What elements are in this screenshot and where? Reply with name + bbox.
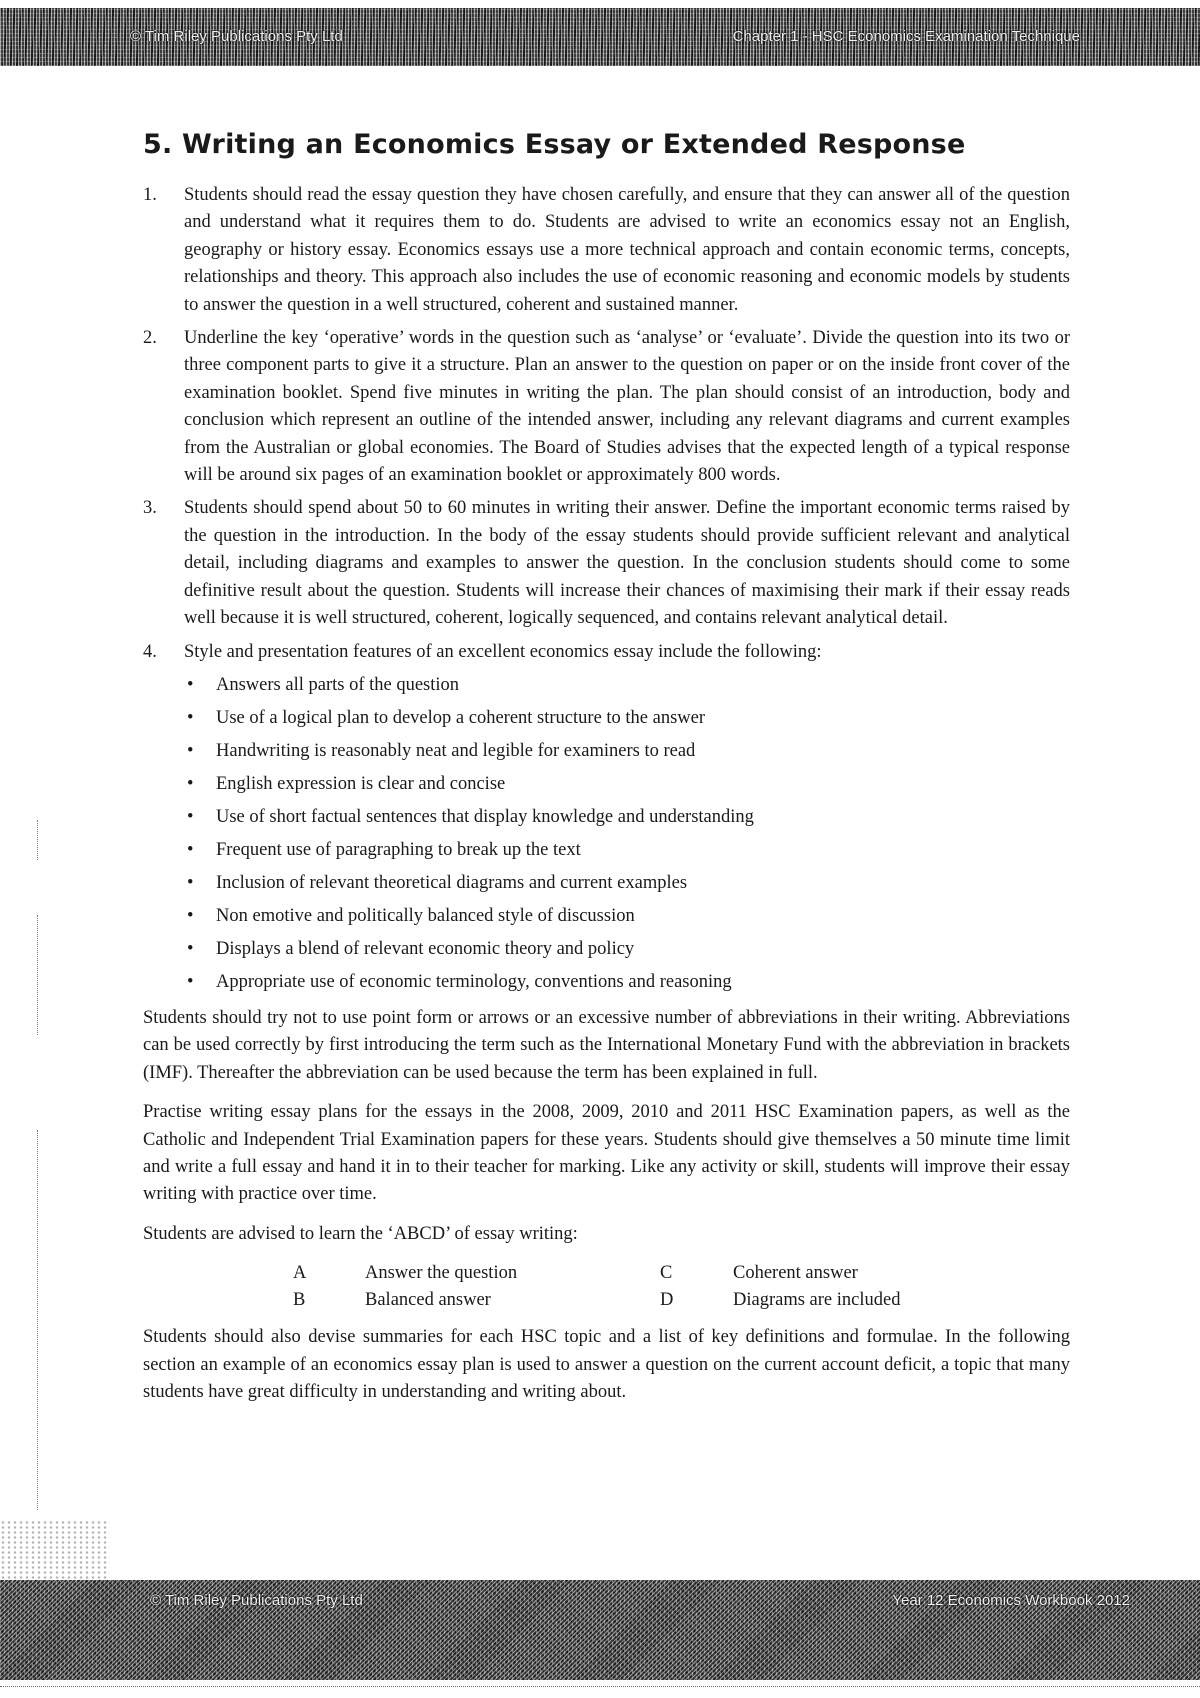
section-title: 5. Writing an Economics Essay or Extended Response: [143, 129, 966, 160]
bullet-item: [184, 801, 1070, 834]
footer-book-title: Year 12 Economics Workbook 2012: [892, 1592, 1130, 1609]
bullet-text: English expression is clear and concise: [216, 773, 506, 794]
footer-band: [0, 1580, 1200, 1680]
bullet-item: [184, 702, 1070, 735]
item-text: Students should spend about 50 to 60 minutes in writing their answer. Define the important economic terms raised by the question in the introduction. In the body of the essay students should provide sufficient relevant and analytical detail, including diagrams and examples to answer the question. In the conclusion students should come to some definitive result about the question. Students will increase their chances of maximising their mark if their essay reads well because it is well structured, coherent, logically sequenced, and contains relevant analytical detail.: [184, 498, 1070, 629]
bullet-item: [184, 669, 1070, 702]
abcd-letter: B: [293, 1290, 306, 1311]
paragraph-practise: Practise writing essay plans for the essays in the 2008, 2009, 2010 and 2011 HSC Examination papers, as well as the Catholic and Independent Trial Examination papers for these years. Students should give themselves a 50 minute time limit and write a full essay and hand it in to their teacher for marking. Like any activity or skill, students will improve their essay writing with practice over time.: [143, 1102, 1070, 1205]
bullet-text: Use of short factual sentences that display knowledge and understanding: [216, 806, 754, 827]
item-number: 4.: [143, 641, 157, 662]
item-text: Style and presentation features of an excellent economics essay include the following:: [184, 641, 822, 662]
bullet-icon: •: [187, 872, 194, 893]
bullet-text: Appropriate use of economic terminology, conventions and reasoning: [216, 971, 732, 992]
bullet-text: Handwriting is reasonably neat and legible for examiners to read: [216, 740, 696, 761]
bullet-item: [184, 933, 1070, 966]
header-chapter-title: Chapter 1 - HSC Economics Examination Technique: [732, 28, 1080, 45]
footer-copyright: © Tim Riley Publications Pty Ltd: [150, 1592, 363, 1609]
bullet-icon: •: [187, 707, 194, 728]
scan-artifact: [37, 1130, 40, 1510]
list-item: [143, 182, 1070, 319]
bullet-text: Displays a blend of relevant economic theory and policy: [216, 938, 635, 959]
list-item: [143, 325, 1070, 489]
list-item: [143, 639, 1070, 999]
bullet-icon: •: [187, 674, 194, 695]
list-item: [143, 495, 1070, 632]
bullet-icon: •: [187, 905, 194, 926]
abcd-row: [143, 1260, 1070, 1287]
abcd-row: [143, 1287, 1070, 1314]
paragraph-abbreviations: Students should try not to use point form or arrows or an excessive number of abbreviations in their writing. Abbreviations can be used correctly by first introducing the term such as the International Monetary Fund with the abbreviation in brackets (IMF). Thereafter the abbreviation can be used because the term has been explained in full.: [143, 1007, 1070, 1083]
bullet-item: [184, 867, 1070, 900]
paragraph-abcd-intro: Students are advised to learn the ‘ABCD’ of essay writing:: [143, 1223, 578, 1244]
bullet-icon: •: [187, 839, 194, 860]
scan-artifact: [37, 820, 40, 860]
scan-artifact: [37, 915, 40, 1035]
bullet-text: Frequent use of paragraphing to break up the text: [216, 839, 581, 860]
header-band: [0, 8, 1200, 66]
item-text: Underline the key ‘operative’ words in the question such as ‘analyse’ or ‘evaluate’. Divide the question into its two or three component parts to give it a structure. Plan an answer to the question on paper or on the inside front cover of the examination booklet. Spend five minutes in writing the plan. The plan should consist of an introduction, body and conclusion which represent an outline of the intended answer, including any relevant diagrams and current examples from the Australian or global economies. The Board of Studies advises that the expected length of a typical response will be around six pages of an examination booklet or approximately 800 words.: [184, 328, 1070, 486]
bullet-text: Non emotive and politically balanced style of discussion: [216, 905, 635, 926]
abcd-letter: C: [660, 1263, 673, 1284]
numbered-list: [143, 182, 1070, 999]
page-content: [143, 128, 1070, 1418]
abcd-text: Diagrams are included: [733, 1290, 901, 1311]
bullet-icon: •: [187, 740, 194, 761]
abcd-text: Coherent answer: [733, 1263, 858, 1284]
bullet-item: [184, 735, 1070, 768]
header-copyright: © Tim Riley Publications Pty Ltd: [130, 28, 343, 45]
bullet-item: [184, 768, 1070, 801]
scan-artifact: [0, 1686, 1200, 1689]
item-number: 3.: [143, 498, 157, 519]
abcd-text: Balanced answer: [365, 1290, 491, 1311]
bullet-icon: •: [187, 773, 194, 794]
item-number: 2.: [143, 328, 157, 349]
bullet-text: Inclusion of relevant theoretical diagrams and current examples: [216, 872, 688, 893]
paragraph-summaries: Students should also devise summaries for each HSC topic and a list of key definitions and formulae. In the following section an example of an economics essay plan is used to answer a question on the current account deficit, a topic that many students have great difficulty in understanding and writing about.: [143, 1327, 1070, 1402]
bullet-icon: •: [187, 806, 194, 827]
abcd-text: Answer the question: [365, 1263, 518, 1284]
bullet-text: Use of a logical plan to develop a coherent structure to the answer: [216, 707, 706, 728]
feature-bullet-list: [184, 669, 1070, 999]
scan-artifact: [0, 1520, 110, 1580]
bullet-icon: •: [187, 938, 194, 959]
abcd-letter: A: [293, 1263, 307, 1284]
item-number: 1.: [143, 185, 157, 205]
bullet-text: Answers all parts of the question: [216, 674, 460, 695]
bullet-item: [184, 900, 1070, 933]
bullet-icon: •: [187, 971, 194, 992]
abcd-letter: D: [660, 1290, 674, 1311]
bullet-item: [184, 834, 1070, 867]
abcd-table: [143, 1260, 1070, 1320]
bullet-item: [184, 966, 1070, 999]
item-text: Students should read the essay question they have chosen carefully, and ensure that they can answer all of the question and understand what it requires them to do. Students are advised to write an economics essay not an English, geography or history essay. Economics essays use a more technical approach and contain economic terms, concepts, relationships and theory. This approach also includes the use of economic reasoning and economic models by students to answer the question in a well structured, coherent and sustained manner.: [184, 185, 1070, 315]
